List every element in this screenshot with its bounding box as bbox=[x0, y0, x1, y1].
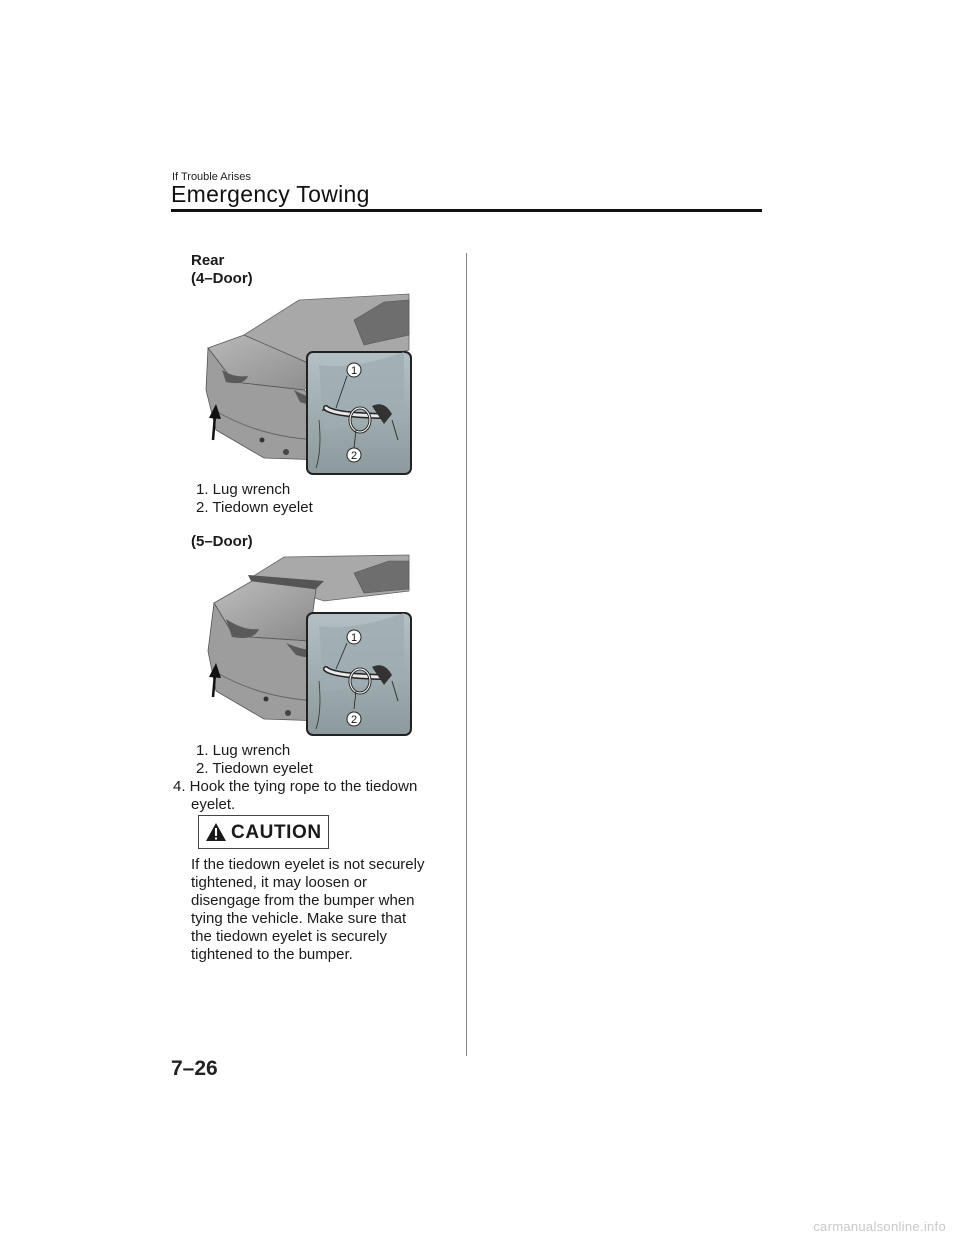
figure-4door-heading: (4–Door) bbox=[191, 270, 253, 287]
rear-heading: Rear bbox=[191, 252, 225, 269]
figure-5door bbox=[204, 551, 414, 739]
column-divider bbox=[466, 253, 467, 1056]
caution-text-line: tying the vehicle. Make sure that bbox=[191, 910, 407, 927]
caution-text-line: tightened to the bumper. bbox=[191, 946, 353, 963]
caution-text-line: the tiedown eyelet is securely bbox=[191, 928, 387, 945]
step-4-text-cont: eyelet. bbox=[191, 796, 236, 813]
caution-text-line: disengage from the bumper when bbox=[191, 892, 415, 909]
car-4door-illustration bbox=[204, 290, 414, 478]
callout-1: 1 bbox=[350, 365, 358, 377]
callout-2: 2 bbox=[350, 450, 358, 462]
car-5door-illustration bbox=[204, 551, 414, 739]
step-4-text: 4. Hook the tying rope to the tiedown bbox=[173, 778, 418, 795]
page-title: Emergency Towing bbox=[171, 181, 370, 207]
figure-4door bbox=[204, 290, 414, 478]
title-rule bbox=[171, 209, 762, 212]
warning-triangle-icon bbox=[205, 822, 227, 842]
callout-1: 1 bbox=[350, 632, 358, 644]
legend-item: 1. Lug wrench bbox=[196, 481, 291, 498]
legend-item: 1. Lug wrench bbox=[196, 742, 291, 759]
figure-5door-heading: (5–Door) bbox=[191, 533, 253, 550]
legend-item: 2. Tiedown eyelet bbox=[196, 760, 313, 777]
caution-text-line: If the tiedown eyelet is not securely bbox=[191, 856, 425, 873]
caution-label-box bbox=[198, 815, 329, 849]
page-number: 7–26 bbox=[171, 1057, 218, 1080]
watermark: carmanualsonline.info bbox=[813, 1219, 946, 1234]
legend-item: 2. Tiedown eyelet bbox=[196, 499, 313, 516]
caution-label: CAUTION bbox=[231, 822, 322, 843]
callout-2: 2 bbox=[350, 714, 358, 726]
section-label: If Trouble Arises bbox=[172, 171, 251, 183]
caution-text-line: tightened, it may loosen or bbox=[191, 874, 367, 891]
